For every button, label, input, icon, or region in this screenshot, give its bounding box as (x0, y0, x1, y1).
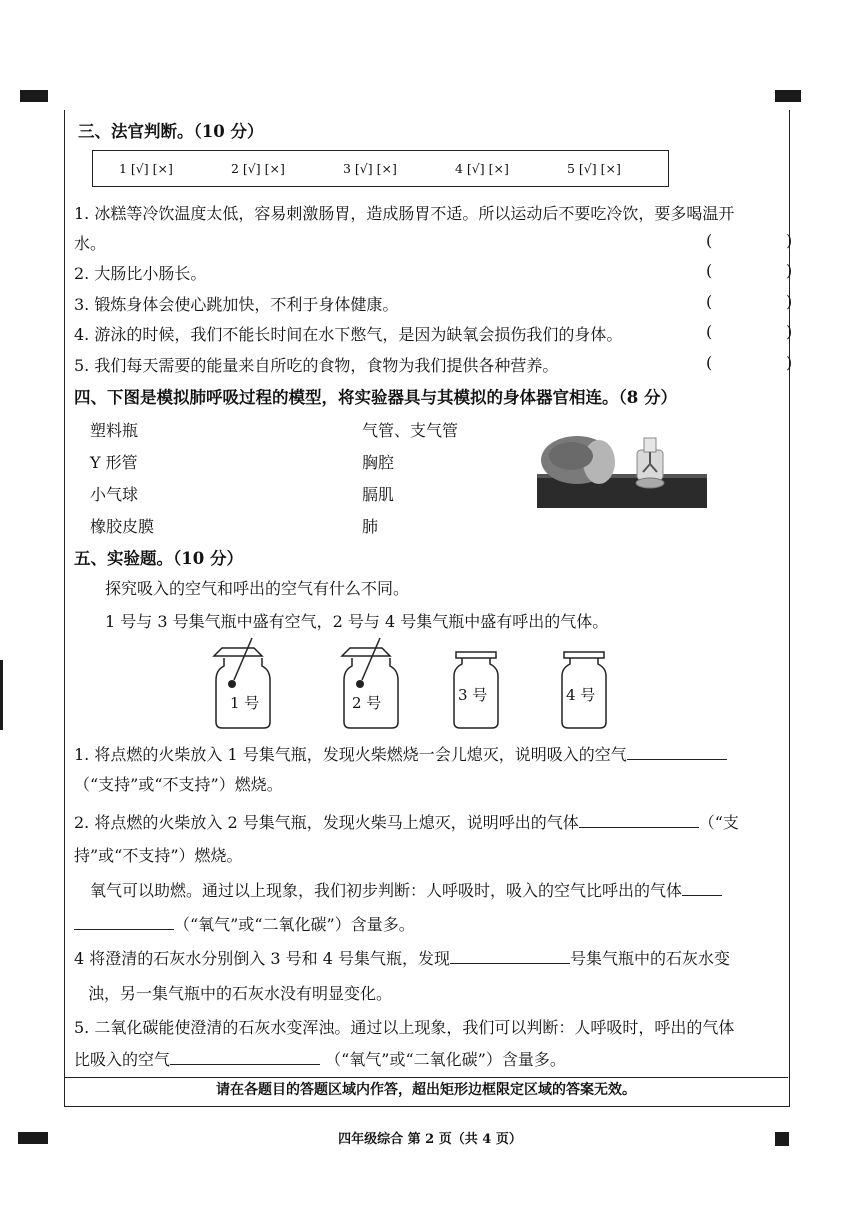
jar-1-with-lid (210, 636, 282, 732)
s3-q2: 2. 大肠比小肠长。 (74, 264, 207, 283)
s3-q1-paren-open: ( (706, 231, 713, 250)
footer-divider (64, 1077, 788, 1078)
s3-q5: 5. 我们每天需要的能量来自所吃的食物，食物为我们提供各种营养。 (74, 356, 559, 375)
jar-1-label: 1 号 (230, 694, 260, 712)
registration-mark-top-right (775, 90, 801, 102)
s5-q4-blank[interactable] (450, 947, 570, 964)
s3-q3-paren-close: ) (786, 292, 793, 311)
lung-model-photo (537, 428, 709, 510)
s3-q4-paren-close: ) (786, 322, 793, 341)
s5-intro2: 1 号与 3 号集气瓶中盛有空气，2 号与 4 号集气瓶中盛有呼出的气体。 (105, 612, 609, 631)
section4-title: 四、下图是模拟肺呼吸过程的模型，将实验器具与其模拟的身体器官相连。（8 分） (74, 388, 677, 407)
s5-q5-line2: 比吸入的空气 （“氧气”或“二氧化碳”）含量多。 (74, 1050, 566, 1069)
answer-option-4[interactable]: 4 [√] [×] (455, 161, 509, 176)
s5-q4-line2: 浊，另一集气瓶中的石灰水没有明显变化。 (88, 984, 393, 1003)
judgment-answer-box (92, 150, 669, 187)
answer-option-2[interactable]: 2 [√] [×] (231, 161, 285, 176)
s3-q5-paren-open: ( (706, 353, 713, 372)
s3-q3: 3. 锻炼身体会使心跳加快，不利于身体健康。 (74, 295, 399, 314)
apparatus-item-1: 塑料瓶 (90, 421, 139, 440)
organ-item-1: 气管、支气管 (362, 421, 459, 440)
jar-4-label: 4 号 (566, 686, 596, 704)
section5-title: 五、实验题。（10 分） (74, 549, 243, 568)
registration-mark-top-left (20, 90, 48, 102)
answer-option-3[interactable]: 3 [√] [×] (343, 161, 397, 176)
s5-q5-blank[interactable] (170, 1048, 320, 1065)
jar-2-label: 2 号 (352, 694, 382, 712)
s3-q1-line2: 水。 (74, 234, 107, 253)
s5-q1-blank[interactable] (627, 743, 727, 760)
apparatus-item-2: Y 形管 (90, 453, 138, 472)
answer-option-5[interactable]: 5 [√] [×] (567, 161, 621, 176)
s5-q2-line2: 持”或“不支持”）燃烧。 (74, 846, 243, 865)
s5-q5-text: 5. 二氧化碳能使澄清的石灰水变浑浊。通过以上现象，我们可以判断：人呼吸时，呼出的气体 (74, 1018, 735, 1037)
apparatus-item-3: 小气球 (90, 485, 139, 504)
organ-item-2: 胸腔 (362, 453, 395, 472)
s5-q1-text: 1. 将点燃的火柴放入 1 号集气瓶，发现火柴燃烧一会儿熄灭，说明吸入的空气 (74, 742, 727, 765)
s3-q1-paren-close: ) (786, 231, 793, 250)
s5-q3-blank-a[interactable] (682, 879, 722, 896)
s5-q3-blank-b[interactable] (74, 913, 174, 930)
s5-q1-line2: （“支持”或“不支持”）燃烧。 (74, 775, 283, 794)
s5-intro1: 探究吸入的空气和呼出的空气有什么不同。 (105, 579, 410, 598)
section3-title: 三、法官判断。（10 分） (78, 122, 264, 141)
s5-q3-line2: （“氧气”或“二氧化碳”）含量多。 (74, 912, 415, 935)
s3-q2-paren-close: ) (786, 261, 793, 280)
jar-3-label: 3 号 (458, 686, 488, 704)
answer-option-1[interactable]: 1 [√] [×] (119, 161, 173, 176)
organ-item-4: 肺 (362, 517, 379, 536)
s3-q2-paren-open: ( (706, 261, 713, 280)
s3-q5-paren-close: ) (786, 353, 793, 372)
page-info: 四年级综合 第 2 页（共 4 页） (338, 1132, 522, 1147)
s3-q1-line1: 1. 冰糕等冷饮温度太低，容易刺激肠胃，造成肠胃不适。所以运动后不要吃冷饮，要多喝温开 (74, 204, 735, 223)
organ-item-3: 膈肌 (362, 485, 395, 504)
footer-notice: 请在各题目的答题区域内作答，超出矩形边框限定区域的答案无效。 (216, 1082, 636, 1098)
jar-2-with-lid (338, 636, 410, 732)
s5-q4-text: 4 将澄清的石灰水分别倒入 3 号和 4 号集气瓶，发现 号集气瓶中的石灰水变 (74, 949, 731, 968)
s3-q4: 4. 游泳的时候，我们不能长时间在水下憋气，是因为缺氧会损伤我们的身体。 (74, 325, 623, 344)
s5-q2-text: 2. 将点燃的火柴放入 2 号集气瓶，发现火柴马上熄灭，说明呼出的气体 （“支 (74, 813, 739, 832)
s5-q2-blank[interactable] (579, 811, 699, 828)
registration-mark-side (0, 660, 3, 730)
s5-q3-text: 氧气可以助燃。通过以上现象，我们初步判断：人呼吸时，吸入的空气比呼出的气体 (90, 878, 722, 901)
apparatus-item-4: 橡胶皮膜 (90, 517, 155, 536)
s3-q3-paren-open: ( (706, 292, 713, 311)
s3-q4-paren-open: ( (706, 322, 713, 341)
